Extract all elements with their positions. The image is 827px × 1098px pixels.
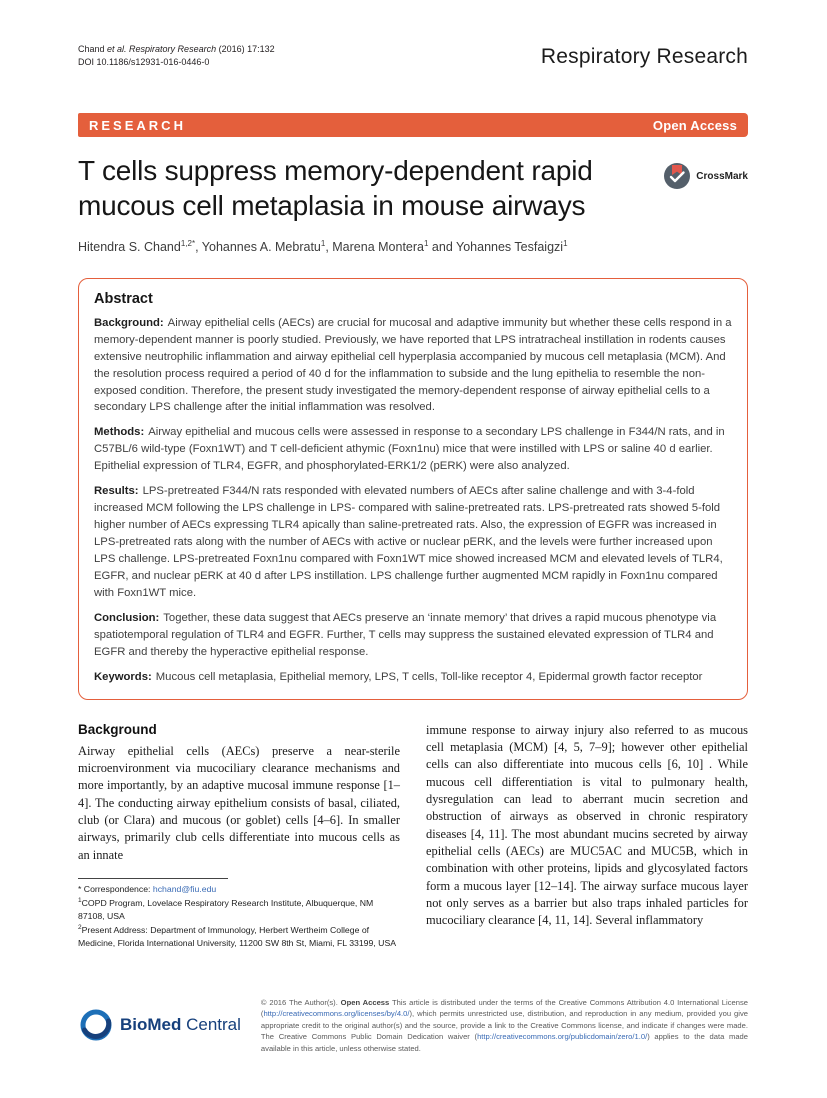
crossmark-badge[interactable] xyxy=(663,159,748,193)
abstract-conclusion xyxy=(94,610,732,661)
journal-name: Respiratory Research xyxy=(540,45,748,69)
body-paragraph-left: Airway epithelial cells (AECs) preserve a near-sterile microenvironment via mucociliary clearance mechanisms and more importantly, by an adaptive mucosal immune response [1–4]. The conducting airway epithelium consists of basal, ciliated, club (or Clara) and mucous (or goblet) cells [4–6]. In smaller airways, primarily club cells differentiate into mucous cells as an innate xyxy=(78,743,400,862)
author xyxy=(428,240,567,254)
abstract-methods-label: Methods: xyxy=(94,426,145,439)
license-url-2[interactable]: http://creativecommons.org/publicdomain/zero/1.0/ xyxy=(477,1032,648,1042)
abstract-keywords xyxy=(94,669,732,686)
citation-journal-italic: et al. Respiratory Research xyxy=(107,44,217,54)
license-segment: ), which permits unrestricted use, distribution, and reproduction in any medium, provided you give appropriate credit to the original author(s) and the source, provide a link to the Creative Commons license, and indicate if changes were made. The Creative Commons Public Domain Dedication waiver ( xyxy=(260,1009,748,1042)
abstract-methods xyxy=(94,424,732,475)
author-name: and Yohannes Tesfaigzi xyxy=(428,239,564,254)
correspondence-email-link[interactable]: hchand@fiu.edu xyxy=(152,884,217,895)
author-name: , Marena Montera xyxy=(325,239,424,254)
abstract-heading: Abstract xyxy=(94,290,153,307)
citation-volume: (2016) 17:132 xyxy=(216,44,275,54)
author-list xyxy=(78,239,748,254)
section-heading-background: Background xyxy=(78,721,157,737)
author xyxy=(78,240,195,254)
biomed-central-logo xyxy=(78,1007,241,1043)
citation-line xyxy=(78,43,275,56)
open-access-label: Open Access xyxy=(340,998,390,1008)
bmc-logo-central: Central xyxy=(181,1015,241,1035)
abstract-background xyxy=(94,315,732,417)
banner-research-label: RESEARCH xyxy=(89,117,186,133)
left-column xyxy=(78,722,400,951)
doi-line: DOI 10.1186/s12931-016-0446-0 xyxy=(78,57,210,68)
abstract-results-text: LPS-pretreated F344/N rats responded with elevated numbers of AECs after saline challenge and with 3-4-fold increased MCM following the LPS challenge in LPS- compared with saline-pretreated rats. LPS-pretreated rats showed 5-fold higher number of AECs expressing TLR4 apically than saline-pretreated rats. Also, the expression of EGFR was increased in LPS-pretreated rats along with the number of AECs with active or nuclear pERK, and the levels were further increased upon LPS challenge. LPS-pretreated Foxn1nu compared with Foxn1WT mice showed increased MCM and elevated levels of TLR4, EGFR, and nuclear pERK at 40 d after LPS instillation. LPS challenge further augmented MCM rapidly in Foxn1nu compared with Foxn1WT mice. xyxy=(94,485,723,599)
license-url-1[interactable]: http://creativecommons.org/licenses/by/4.0/ xyxy=(263,1009,410,1019)
correspondence-prefix: * Correspondence: xyxy=(78,884,153,895)
author-name: , Yohannes A. Mebratu xyxy=(195,239,321,254)
bmc-logo-text xyxy=(120,1015,241,1035)
abstract-background-text: Airway epithelial cells (AECs) are crucial for mucosal and adaptive immunity but whether these cells respond in a memory-dependent manner is poorly studied. Previously, we have reported that LPS intratracheal instillation in rodents causes extensive neutrophilic inflammation and airway epithelial cell hyperplasia accompanied by mucous cell metaplasia (MCM). And the resolution process required a period of 40 d for the inflammation to subside and the lung epithelia to resemble the non-exposed condition. Therefore, the present study investigated the memory-dependent response of airway epithelial cells to a secondary LPS challenge after the initial inflammation was resolved. xyxy=(94,316,732,414)
banner-open-access-label: Open Access xyxy=(652,117,737,133)
right-column xyxy=(426,722,748,951)
article-title: T cells suppress memory-dependent rapid mucous cell metaplasia in mouse airways xyxy=(78,155,593,222)
citation-block xyxy=(78,43,275,69)
abstract-box xyxy=(78,278,748,700)
abstract-conclusion-text: Together, these data suggest that AECs preserve an ‘innate memory’ that drives a rapid mucous phenotype via spatiotemporal regulation of TLR4 and EGFR. Further, T cells may suppress the sustained elevated expression of TLR4 and EGFR and thereby the hyperactive epithelial response. xyxy=(94,611,717,658)
footnotes xyxy=(78,878,400,950)
title-row xyxy=(78,153,748,224)
bmc-logo-icon xyxy=(78,1007,114,1043)
bmc-logo-biomed: BioMed xyxy=(120,1015,182,1035)
affiliation-1-marker: 1 xyxy=(78,897,82,905)
abstract-background-label: Background: xyxy=(94,316,164,329)
body-columns xyxy=(78,722,748,951)
affiliation-1-text: COPD Program, Lovelace Respiratory Research Institute, Albuquerque, NM 87108, USA xyxy=(78,897,374,922)
author-affiliation-marker: 1 xyxy=(563,238,568,248)
page-footer xyxy=(78,997,748,1054)
citation-author: Chand xyxy=(78,44,108,54)
license-text xyxy=(261,997,748,1054)
abstract-results-label: Results: xyxy=(94,485,139,498)
author xyxy=(325,240,428,254)
author-name: Hitendra S. Chand xyxy=(78,239,181,254)
author-affiliation-marker: 1,2* xyxy=(180,238,196,248)
crossmark-icon xyxy=(663,162,691,190)
research-banner xyxy=(78,113,748,137)
crossmark-label: CrossMark xyxy=(696,170,748,182)
abstract-methods-text: Airway epithelial and mucous cells were assessed in response to a secondary LPS challenge in F344/N rats, and in C57BL/6 wild-type (Foxn1WT) and T cell-deficient athymic (Foxn1nu) mice that were instilled with LPS or saline 40 d earlier. Epithelial expression of TLR4, EGFR, and phosphorylated-ERK1/2 (pERK) were also analyzed. xyxy=(94,426,725,473)
footnote-divider xyxy=(78,878,228,879)
license-segment: This article is distributed under the terms of the Creative Commons Attribution 4.0 International License ( xyxy=(260,998,748,1019)
affiliation-2 xyxy=(78,923,400,950)
abstract-results xyxy=(94,483,732,602)
affiliation-2-marker: 2 xyxy=(78,924,82,932)
correspondence-line xyxy=(78,883,400,896)
abstract-keywords-text: Mucous cell metaplasia, Epithelial memory, LPS, T cells, Toll-like receptor 4, Epidermal growth factor receptor xyxy=(155,670,703,683)
body-paragraph-right: immune response to airway injury also referred to as mucous cell metaplasia (MCM) [4, 5, 7–9]; however other epithelial cells can also differentiate into mucous cells [6, 10] . While mucous cell differentiation is vital to pulmonary health, dysregulation can lead to aberrant mucin secretion and obstruction of airways as observed in chronic respiratory diseases [4, 11]. The most abundant mucins secreted by airway epithelial cells (AECs) are MUC5AC and MUC5B, which in combination with other proteins, lipids and glycosylated factors form a mucous layer [12–14]. The airway surface mucous layer not only serves as a barrier but also traps inhaled particles for mucociliary clearance [4, 11, 14]. Several inflammatory xyxy=(426,722,748,928)
author-affiliation-marker: 1 xyxy=(424,238,429,248)
license-segment: ) applies to the data made available in this article, unless otherwise stated. xyxy=(260,1032,749,1053)
affiliation-1 xyxy=(78,896,400,923)
affiliation-2-text: Present Address: Department of Immunology, Herbert Wertheim College of Medicine, Florida International University, 11200 SW 8th St, Miami, FL 33199, USA xyxy=(78,924,397,949)
abstract-keywords-label: Keywords: xyxy=(94,670,152,683)
page-header xyxy=(78,43,748,69)
abstract-conclusion-label: Conclusion: xyxy=(94,611,160,624)
author-affiliation-marker: 1 xyxy=(320,238,326,248)
copyright-prefix: © 2016 The Author(s). xyxy=(260,998,341,1008)
author xyxy=(195,240,325,254)
